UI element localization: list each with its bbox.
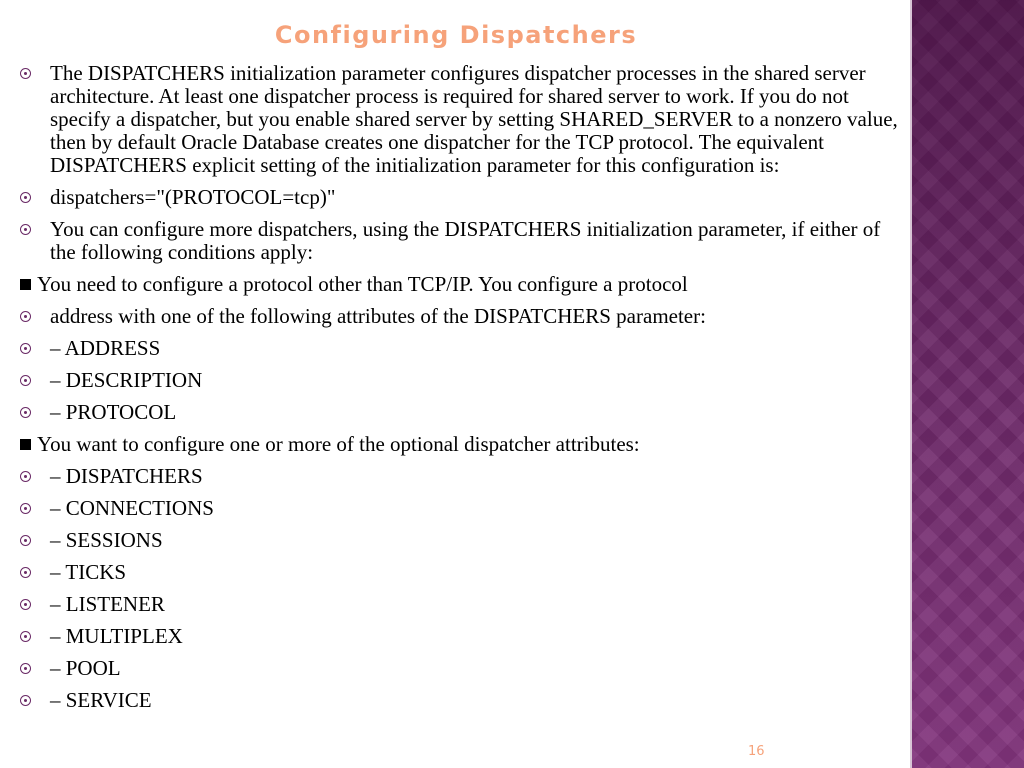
list-item-text: – MULTIPLEX <box>50 624 183 648</box>
list-item <box>18 218 898 264</box>
list-item <box>18 497 898 520</box>
circle-bullet-icon <box>20 224 31 235</box>
circle-bullet-icon <box>20 695 31 706</box>
circle-bullet-icon <box>20 535 31 546</box>
list-item-text: – CONNECTIONS <box>50 496 214 520</box>
list-item <box>18 625 898 648</box>
list-item-text: – TICKS <box>50 560 127 584</box>
list-item <box>18 337 898 360</box>
list-item-text: – DISPATCHERS <box>50 464 203 488</box>
list-item-text: – LISTENER <box>50 592 165 616</box>
list-item-text: – SERVICE <box>50 688 152 712</box>
slide-title: Configuring Dispatchers <box>274 21 638 49</box>
list-item <box>18 657 898 680</box>
circle-bullet-icon <box>20 599 31 610</box>
circle-bullet-icon <box>20 663 31 674</box>
list-item <box>18 433 898 456</box>
page-number: 16 <box>748 744 765 759</box>
list-item-text: The DISPATCHERS initialization parameter configures dispatcher processes in the shared server architecture. At least one dispatcher process is required for shared server to work. If you do not specify a dispatcher, but you enable shared server by setting SHARED_SERVER to a nonzero value, then by default Oracle Database creates one dispatcher for the TCP protocol. The equivalent DISPATCHERS explicit setting of the initialization parameter for this configuration is: <box>50 61 898 177</box>
circle-bullet-icon <box>20 311 31 322</box>
list-item <box>18 401 898 424</box>
list-item <box>18 689 898 712</box>
list-item-text: – SESSIONS <box>50 528 163 552</box>
list-item <box>18 465 898 488</box>
list-item-text: You can configure more dispatchers, using the DISPATCHERS initialization parameter, if either of the following conditions apply: <box>50 217 881 264</box>
circle-bullet-icon <box>20 407 31 418</box>
circle-bullet-icon <box>20 68 31 79</box>
list-item <box>18 62 898 177</box>
list-item <box>18 186 898 209</box>
square-bullet-icon <box>20 439 31 450</box>
list-item <box>18 369 898 392</box>
circle-bullet-icon <box>20 503 31 514</box>
list-item <box>18 305 898 328</box>
circle-bullet-icon <box>20 375 31 386</box>
circle-bullet-icon <box>20 471 31 482</box>
list-item-text: – POOL <box>50 656 121 680</box>
list-item-text: You want to configure one or more of the optional dispatcher attributes: <box>37 432 640 456</box>
square-bullet-icon <box>20 279 31 290</box>
circle-bullet-icon <box>20 631 31 642</box>
list-item-text: dispatchers="(PROTOCOL=tcp)" <box>50 185 336 209</box>
bullet-list <box>18 62 898 721</box>
list-item <box>18 529 898 552</box>
list-item-text: address with one of the following attributes of the DISPATCHERS parameter: <box>50 304 706 328</box>
circle-bullet-icon <box>20 192 31 203</box>
circle-bullet-icon <box>20 567 31 578</box>
list-item-text: – PROTOCOL <box>50 400 177 424</box>
list-item-text: You need to configure a protocol other than TCP/IP. You configure a protocol <box>37 272 688 296</box>
list-item-text: – DESCRIPTION <box>50 368 203 392</box>
decorative-sidebar <box>912 0 1024 768</box>
circle-bullet-icon <box>20 343 31 354</box>
list-item-text: – ADDRESS <box>50 336 161 360</box>
list-item <box>18 561 898 584</box>
list-item <box>18 273 898 296</box>
list-item <box>18 593 898 616</box>
